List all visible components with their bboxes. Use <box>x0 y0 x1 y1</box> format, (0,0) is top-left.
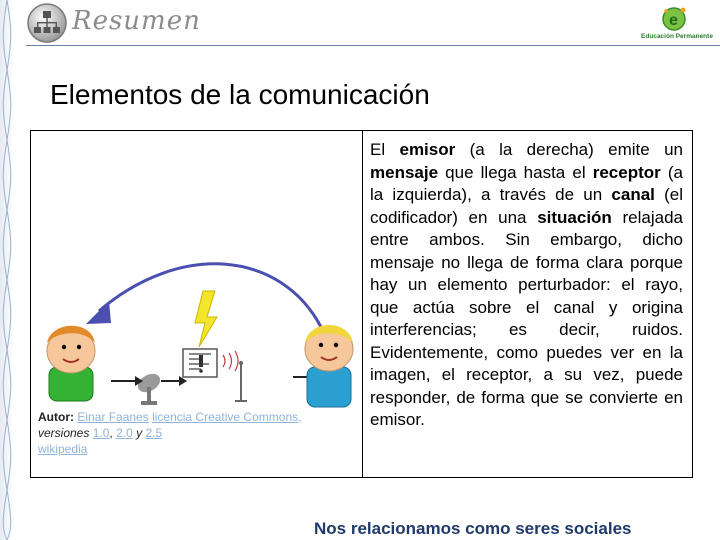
sitemap-icon <box>26 2 68 44</box>
credit-comma: , <box>109 426 113 440</box>
content-divider <box>362 130 363 478</box>
credit-author-label: Autor: <box>38 410 74 424</box>
credit-and: y <box>136 426 143 440</box>
credit-versions-label: versiones <box>38 426 90 440</box>
encoder-device <box>183 349 217 377</box>
arrow-head <box>86 301 111 324</box>
credit-license-link[interactable]: licencia Creative Commons, <box>152 410 302 424</box>
credit-author-link[interactable]: Einar Faanes <box>77 410 149 424</box>
header <box>0 0 720 46</box>
keyword-mensaje: mensaje <box>370 162 439 182</box>
credit-source-link[interactable]: wikipedia <box>38 442 88 456</box>
keyword-situacion: situación <box>537 207 612 227</box>
text-segment: que llega hasta el <box>438 162 593 182</box>
brand-text: Educación Permanente <box>641 33 713 40</box>
text-segment: (a la izquierda), a través de un <box>370 162 683 204</box>
text-segment: (el codificador) en una <box>370 185 683 227</box>
image-credit <box>38 409 348 457</box>
page-title: Elementos de la comunicación <box>50 79 430 110</box>
keyword-canal: canal <box>611 185 655 204</box>
satellite-dish <box>135 370 164 405</box>
lightning-bolt <box>195 291 217 347</box>
text-segment: El <box>370 140 400 159</box>
keyword-emisor: emisor <box>399 140 456 159</box>
ornament-pattern <box>0 0 14 540</box>
receptor-character <box>47 326 95 401</box>
credit-version-1-link[interactable]: 1.0 <box>92 426 110 440</box>
header-title: Resumen <box>72 6 201 36</box>
footer-caption: Nos relacionamos como seres sociales <box>314 519 632 538</box>
credit-version-3-link[interactable]: 2.5 <box>145 426 163 440</box>
keyword-receptor: receptor <box>592 162 661 182</box>
emisor-character <box>305 325 353 407</box>
header-divider <box>26 45 720 46</box>
decorative-left-border <box>0 0 14 540</box>
credit-version-2-link[interactable]: 2.0 <box>116 426 133 440</box>
text-segment: relajada entre ambos. Sin embargo, dicho mensaje no llega de forma clara porque hay un elemento perturbador: el rayo, que actúa sobre el canal y origina interferencias; es decir, ruidos. Evidentemente, como puedes ver en la imagen, el receptor, a su vez, puede responder, de forma que se convierte en emisor. <box>370 207 683 429</box>
text-segment: (a la derecha) emite un <box>455 140 683 159</box>
explanation-text <box>370 139 683 432</box>
svg-text:e: e <box>669 12 678 29</box>
